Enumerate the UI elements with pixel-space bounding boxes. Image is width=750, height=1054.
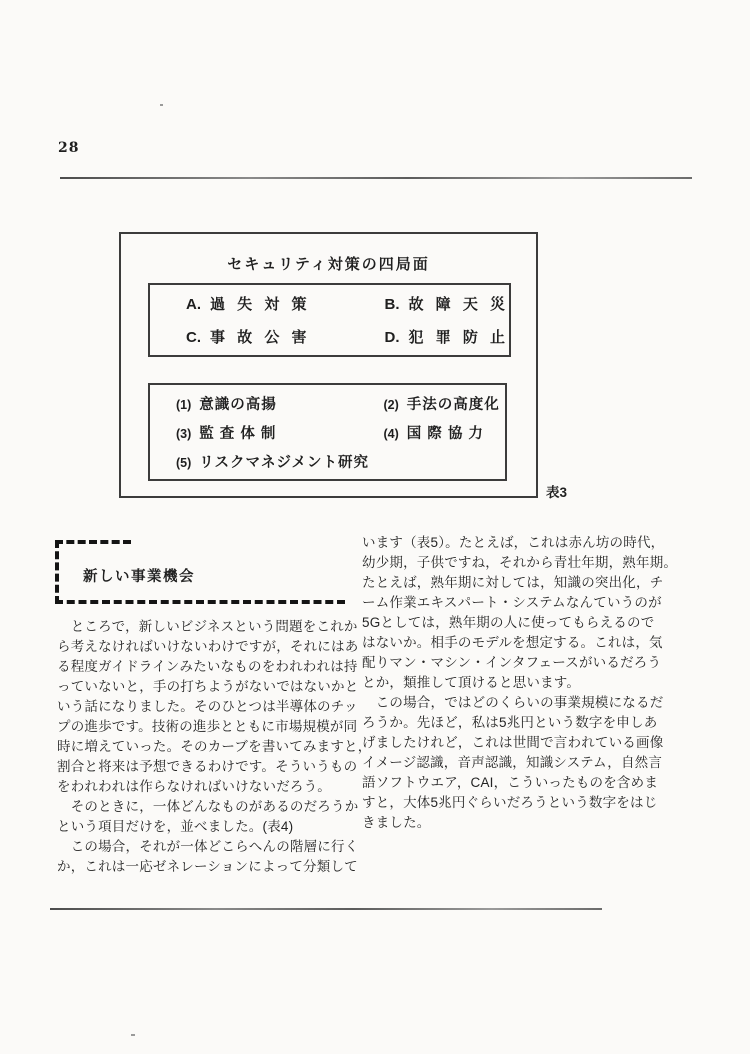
- measure-label: 監 査 体 制: [199, 425, 277, 442]
- measure-number: (1): [176, 397, 192, 412]
- text-line: とか，類推して頂けると思います。: [362, 675, 581, 690]
- quadrant-item: [150, 293, 316, 314]
- text-line: この場合，それが一体どこらへんの階層に行く: [57, 839, 359, 854]
- text-line: たとえば，熟年期に対しては，知識の突出化，チ: [362, 575, 664, 590]
- section-heading: 新しい事業機会: [83, 569, 195, 585]
- measure-item: [150, 447, 505, 476]
- text-line: この場合，ではどのくらいの事業規模になるだ: [362, 695, 664, 710]
- measure-label: 手法の高度化: [406, 396, 500, 413]
- text-line: ろうか。先ほど，私は5兆円という数字を申しあ: [362, 715, 658, 730]
- text-line: 割合と将来は予想できるわけです。そういうもの: [57, 759, 358, 774]
- heading-border-left: [55, 540, 59, 604]
- measure-label: リスクマネジメント研究: [199, 454, 370, 471]
- text-line: ーム作業エキスパート・システムなんていうのが: [362, 595, 662, 610]
- heading-border-top: [55, 540, 131, 544]
- right-column: [362, 533, 684, 833]
- text-line: という項目だけを，並べました。(表4): [57, 819, 294, 834]
- bottom-rule: [50, 908, 602, 910]
- table3-measures: [148, 383, 507, 481]
- quadrant-key: C.: [186, 329, 201, 346]
- text-line: っていないと，手の打ちようがないではないかと: [57, 679, 359, 694]
- measure-item: [150, 389, 328, 418]
- text-line: をわれわれは作らなければいけないだろう。: [57, 779, 331, 794]
- text-line: 時に増えていった。そのカーブを書いてみますと，: [57, 739, 372, 754]
- text-line: 幼少期，子供ですね，それから青壮年期，熟年期。: [362, 555, 678, 570]
- quadrant-label: 事 故 公 害: [210, 329, 311, 346]
- text-line: か，これは一応ゼネレーションによって分類して: [57, 859, 358, 874]
- measure-number: (2): [383, 397, 399, 412]
- measure-number: (4): [383, 426, 399, 441]
- text-line: 配りマン・マシン・インタフェースがいるだろう: [362, 655, 662, 670]
- quadrant-item: [316, 326, 509, 347]
- measure-item: [328, 389, 506, 418]
- measure-label: 意識の高揚: [199, 396, 277, 413]
- quadrant-key: B.: [384, 296, 400, 313]
- section-heading-box: [55, 540, 345, 604]
- measure-number: (3): [176, 426, 192, 441]
- text-line: いう話になりました。そのひとつは半導体のチッ: [57, 699, 358, 714]
- top-rule: [60, 177, 692, 179]
- text-line: ところで，新しいビジネスという問題をこれか: [57, 619, 358, 634]
- table3-box: [119, 232, 538, 498]
- quadrant-item: [150, 326, 316, 347]
- quadrant-key: D.: [384, 329, 400, 346]
- quadrant-label: 犯 罪 防 止: [408, 329, 509, 346]
- quadrant-key: A.: [186, 296, 201, 313]
- table3-title: セキュリティ対策の四局面: [227, 256, 430, 273]
- text-line: ら考えなければいけないわけですが，それにはあ: [57, 639, 359, 654]
- text-line: すと，大体5兆円ぐらいだろうという数字をはじ: [362, 795, 658, 810]
- text-line: います（表5）。たとえば，これは赤ん坊の時代，: [362, 535, 665, 550]
- scan-speck: [131, 1034, 135, 1036]
- left-column: [57, 617, 372, 877]
- measure-number: (5): [176, 455, 192, 470]
- text-line: イメージ認識，音声認識，知識システム，自然言: [362, 755, 663, 770]
- table3-caption: 表3: [546, 485, 568, 500]
- text-line: る程度ガイドラインみたいなものをわれわれは持: [57, 659, 358, 674]
- table3-quadrants: [148, 283, 511, 357]
- page-number: 28: [58, 140, 80, 156]
- text-line: 5Gとしては，熟年期の人に使ってもらえるので: [362, 615, 655, 630]
- text-line: プの進歩です。技術の進歩とともに市場規模が同: [57, 719, 358, 734]
- text-line: きました。: [362, 815, 431, 830]
- text-line: げましたけれど，これは世間で言われている画像: [362, 735, 664, 750]
- measure-item: [328, 418, 506, 447]
- quadrant-label: 過 失 対 策: [210, 296, 311, 313]
- measure-label: 国 際 協 力: [406, 425, 484, 442]
- measure-item: [150, 418, 328, 447]
- text-line: そのときに，一体どんなものがあるのだろうか: [57, 799, 359, 814]
- text-line: 語ソフトウエア，CAI，こういったものを含めま: [362, 775, 659, 790]
- text-line: はないか。相手のモデルを想定する。これは，気: [362, 635, 663, 650]
- scan-speck: [160, 104, 163, 106]
- quadrant-item: [316, 293, 509, 314]
- quadrant-label: 故 障 天 災: [408, 296, 509, 313]
- heading-border-bottom: [55, 600, 345, 604]
